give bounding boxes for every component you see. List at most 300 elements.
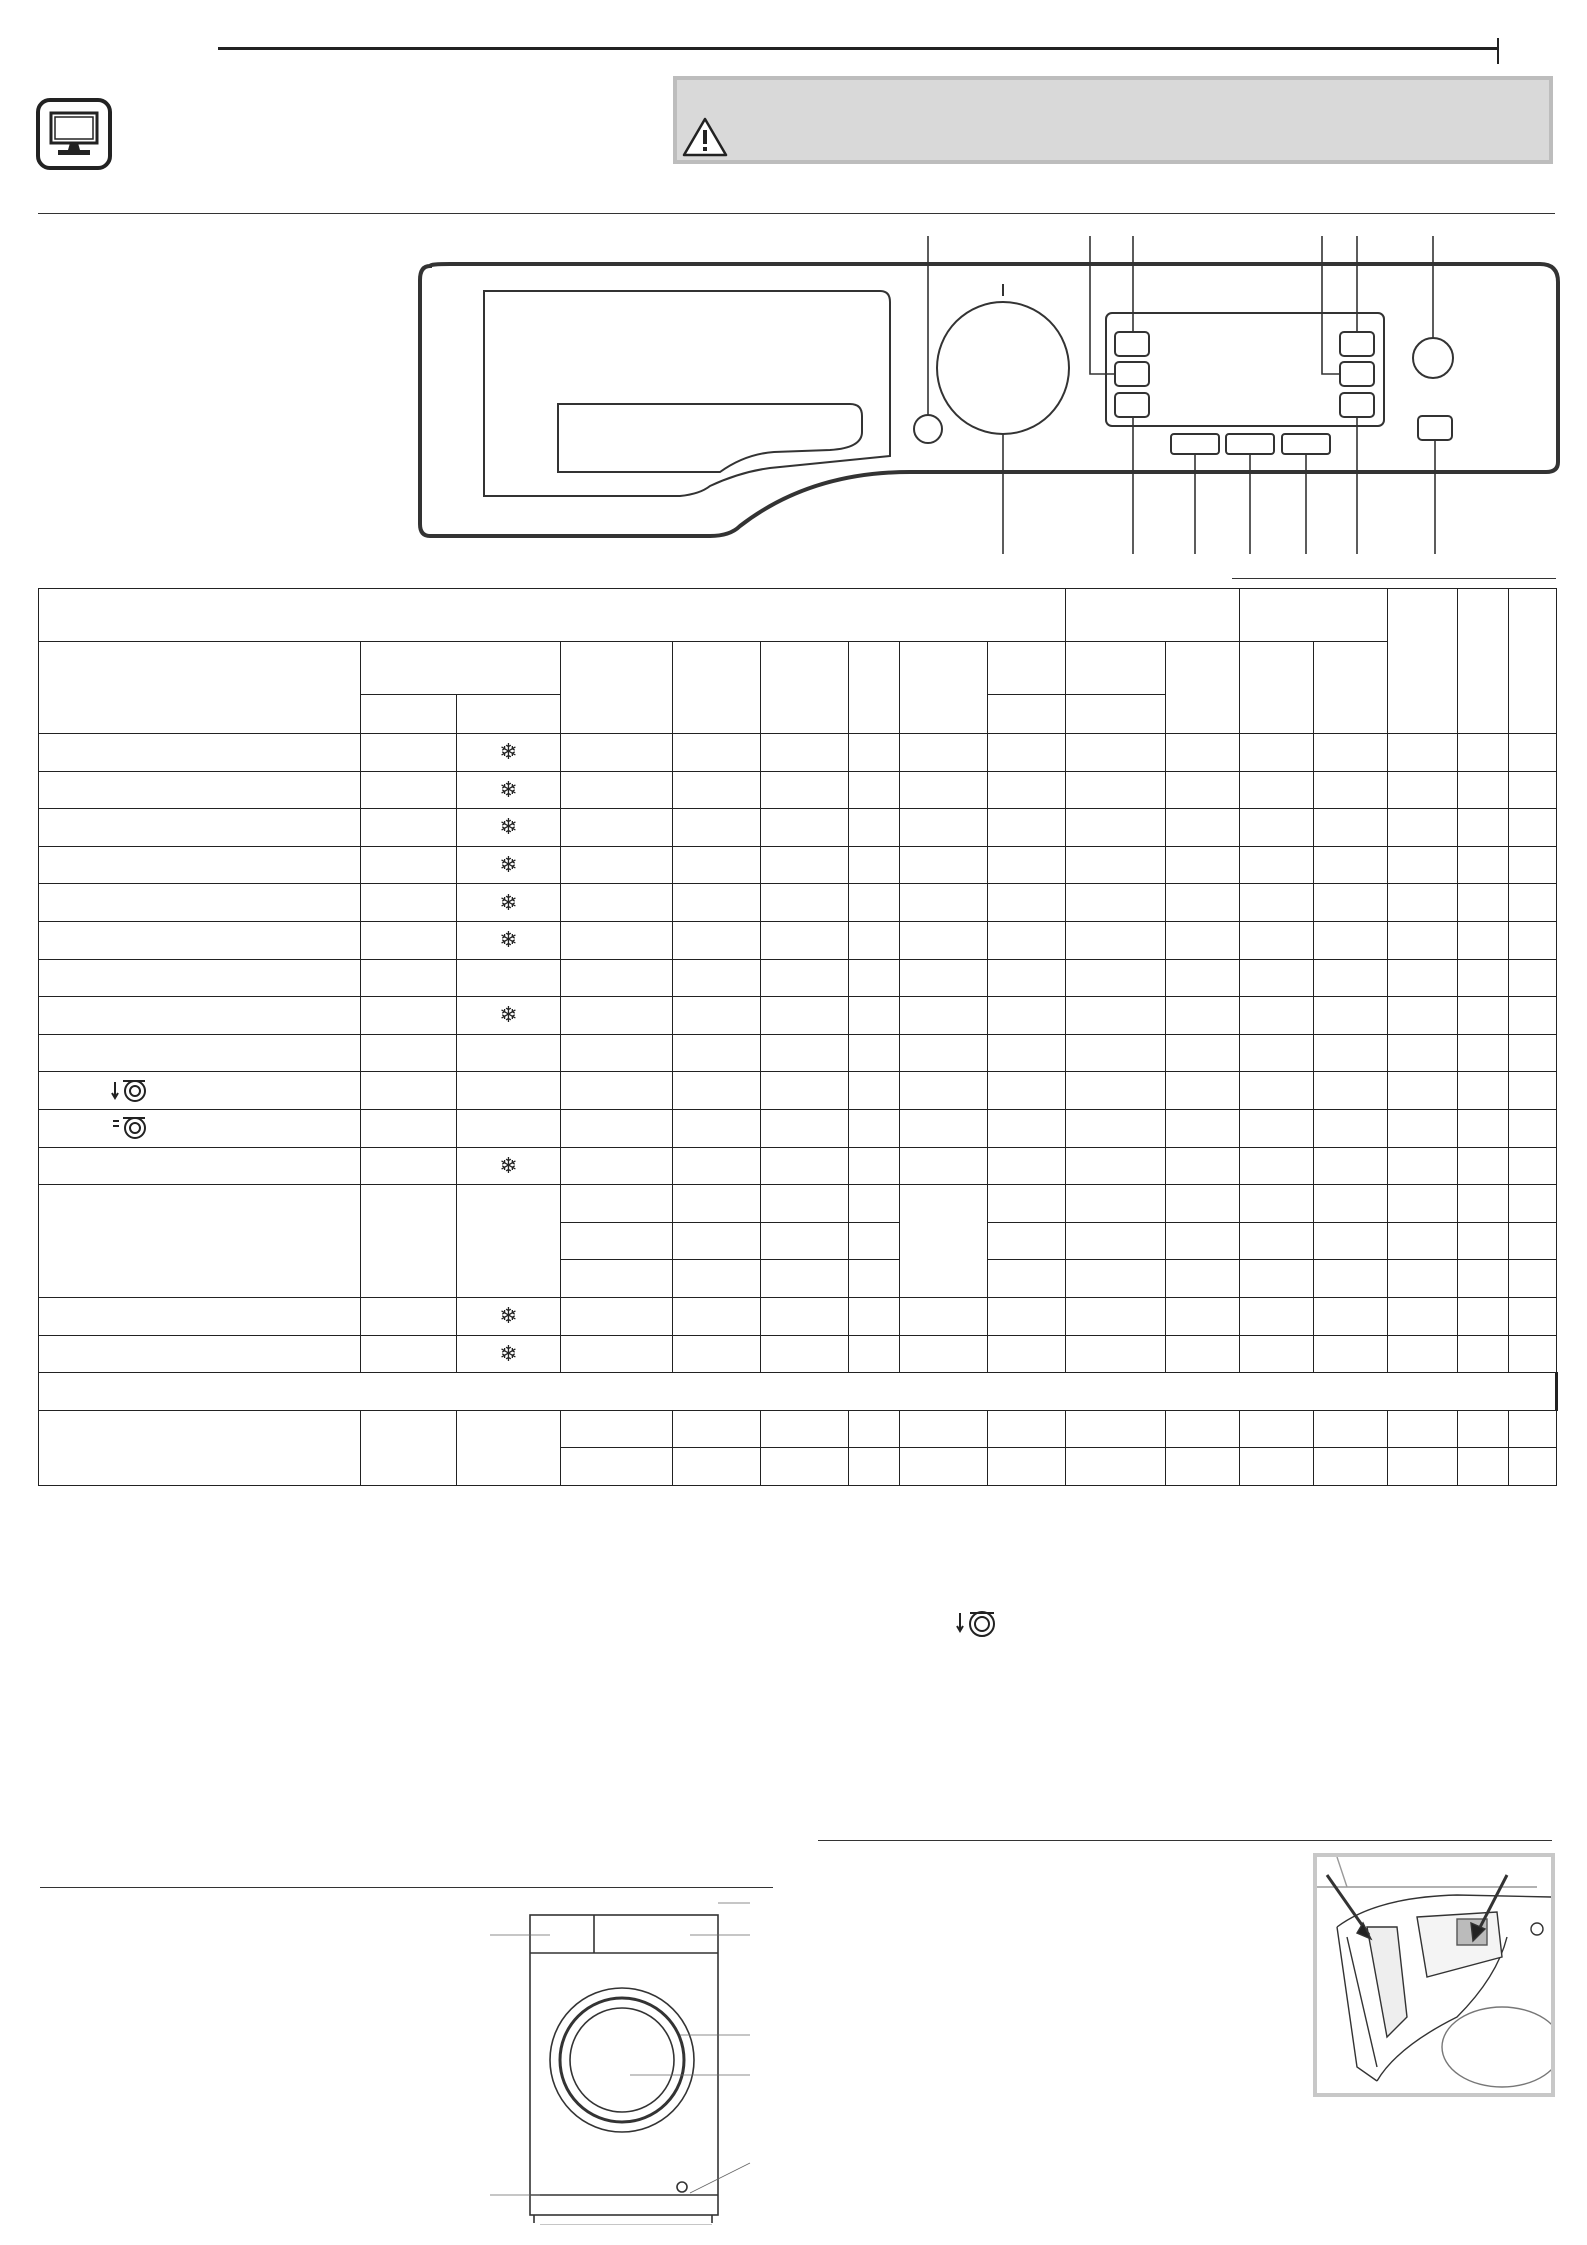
table-cell [761,1222,849,1260]
table-cell [361,1185,457,1298]
table-cell [1509,959,1557,997]
table-row [39,1034,1557,1072]
program-dial [937,302,1069,434]
table-cell [1509,771,1557,809]
table-cell [761,997,849,1035]
table-cell [900,997,988,1035]
table-cell [761,846,849,884]
table-cell [561,997,673,1035]
table-cell [1066,771,1166,809]
table-cell [1240,1109,1314,1147]
right-button-3 [1340,393,1374,417]
table-cell [988,1185,1066,1223]
table-cell [849,1260,900,1298]
table-cell [457,959,561,997]
table-cell [361,1072,457,1110]
table-top-rule [1232,578,1556,579]
table-cell [1066,997,1166,1035]
table-cell [1240,809,1314,847]
table-cell [849,921,900,959]
table-cell [1240,1034,1314,1072]
table-cell [761,1185,849,1223]
table-cell [457,809,561,847]
table-cell [1509,1034,1557,1072]
table-cell [1240,734,1314,772]
table-cell [849,1034,900,1072]
header-cell [1066,589,1240,642]
table-cell [1066,734,1166,772]
table-cell [1066,846,1166,884]
table-cell [761,1410,849,1448]
table-cell [1166,1034,1240,1072]
detergent-drawer [484,291,890,496]
table-cell [561,771,673,809]
table-cell [361,734,457,772]
table-cell [361,1297,457,1335]
table-cell [1240,959,1314,997]
table-cell [673,1185,761,1223]
table-cell [1388,884,1458,922]
table-cell [1509,1410,1557,1448]
table-cell [361,1147,457,1185]
table-cell [1314,1448,1388,1486]
table-cell [1458,959,1509,997]
table-cell [1240,771,1314,809]
table-cell [1458,771,1509,809]
table-cell [1166,1222,1240,1260]
programme-name-cell [39,1034,361,1072]
table-cell [1166,1297,1240,1335]
section-rule [38,213,1555,214]
table-cell [673,884,761,922]
rinse-icon [956,1607,1000,1641]
table-cell [900,809,988,847]
table-cell [457,1335,561,1373]
lock-button [1418,416,1452,440]
header-cell [561,642,673,734]
separator-row [39,1373,1557,1411]
table-cell [673,1448,761,1486]
table-cell [1458,1410,1509,1448]
header-cell [1388,589,1458,734]
table-cell [1388,1335,1458,1373]
table-cell [1388,734,1458,772]
snowflake-icon: ❄ [499,889,518,915]
table-cell [457,1297,561,1335]
table-cell [1388,959,1458,997]
table-cell [1314,959,1388,997]
table-cell [1240,884,1314,922]
table-cell [1458,1297,1509,1335]
table-cell [1388,771,1458,809]
table-cell [673,1034,761,1072]
table-cell [1240,1448,1314,1486]
table-cell [988,1109,1066,1147]
table-cell [457,1034,561,1072]
table-cell [988,1335,1066,1373]
table-cell [1314,1222,1388,1260]
table-cell [1509,1109,1557,1147]
header-cell [39,642,361,734]
table-cell [1458,997,1509,1035]
table-cell [1388,1222,1458,1260]
table-cell [1166,1147,1240,1185]
left-button-2 [1115,362,1149,386]
table-cell [900,734,988,772]
table-cell [1314,1147,1388,1185]
table-row [39,959,1557,997]
table-cell [457,997,561,1035]
table-cell [1166,997,1240,1035]
table-cell [1166,1410,1240,1448]
table-cell [1166,809,1240,847]
table-cell [900,846,988,884]
table-cell [900,1147,988,1185]
table-cell [761,1072,849,1110]
programme-name-cell [39,1072,361,1110]
table-cell [988,1260,1066,1298]
table-cell [1166,884,1240,922]
table-cell [1066,1034,1166,1072]
header-cell [1240,589,1388,642]
table-cell [900,1410,988,1448]
table-cell [988,1034,1066,1072]
table-cell [457,1185,561,1298]
table-cell [849,1072,900,1110]
table-cell [561,1185,673,1223]
table-cell [1166,1109,1240,1147]
top-rule-tick [1497,38,1499,64]
table-cell [1166,846,1240,884]
table-cell [361,809,457,847]
table-cell [673,1072,761,1110]
table-cell [761,1260,849,1298]
table-cell [673,809,761,847]
table-cell [1509,734,1557,772]
table-cell [988,1297,1066,1335]
table-cell [561,1109,673,1147]
table-cell [988,959,1066,997]
table-cell [561,921,673,959]
table-cell [457,1410,561,1485]
table-cell [1066,1222,1166,1260]
table-cell [761,884,849,922]
table-row [39,734,1557,772]
table-row [39,921,1557,959]
snowflake-icon: ❄ [499,1303,518,1329]
table-cell [673,1260,761,1298]
table-cell [457,771,561,809]
table-cell [561,884,673,922]
table-cell [1509,1335,1557,1373]
table-cell [1509,1297,1557,1335]
control-panel-diagram [410,236,1560,556]
table-cell [1066,809,1166,847]
table-cell [457,1147,561,1185]
table-row [39,1335,1557,1373]
table-row [39,1410,1557,1448]
table-cell [673,959,761,997]
table-cell [1166,959,1240,997]
snowflake-icon: ❄ [499,776,518,802]
table-cell [361,771,457,809]
table-cell [1066,1185,1166,1223]
table-cell [457,1072,561,1110]
table-cell [1388,1072,1458,1110]
table-cell [1314,997,1388,1035]
programme-name-cell [39,771,361,809]
header-cell [1166,642,1240,734]
header-cell [1066,642,1166,695]
programme-name-cell [39,734,361,772]
table-cell [1388,921,1458,959]
header-cell [988,695,1066,734]
table-cell [1240,1260,1314,1298]
table-cell [900,1185,988,1298]
snowflake-icon: ❄ [499,739,518,765]
programme-table [38,588,1557,1486]
table-cell [849,846,900,884]
table-cell [1066,1410,1166,1448]
header-cell [849,642,900,734]
table-cell [1314,1072,1388,1110]
table-cell [988,771,1066,809]
table-cell [1240,1297,1314,1335]
programme-name-cell [39,809,361,847]
table-cell [673,1222,761,1260]
table-cell [361,1034,457,1072]
table-cell [673,921,761,959]
table-cell [561,1297,673,1335]
table-cell [1066,959,1166,997]
table-cell [1314,884,1388,922]
table-cell [1166,1335,1240,1373]
table-cell [761,1034,849,1072]
table-cell [1314,1185,1388,1223]
table-cell [1388,809,1458,847]
table-row [39,997,1557,1035]
snowflake-icon: ❄ [499,1340,518,1366]
table-cell [1458,1222,1509,1260]
separator-cell [39,1373,1557,1411]
washing-machine-front-view [480,1895,760,2225]
table-row [39,809,1557,847]
table-cell [361,1335,457,1373]
table-cell [1314,846,1388,884]
header-cell [361,642,561,695]
table-cell [1166,1260,1240,1298]
table-cell [849,1410,900,1448]
table-cell [1240,921,1314,959]
table-cell [673,846,761,884]
programme-name-cell [39,959,361,997]
table-cell [1458,1147,1509,1185]
table-cell [561,1034,673,1072]
table-cell [1066,1109,1166,1147]
table-cell [849,1335,900,1373]
table-cell [1314,1034,1388,1072]
table-cell [457,846,561,884]
table-cell [673,1297,761,1335]
header-cell [457,695,561,734]
table-row [39,1185,1557,1223]
table-cell [1509,1072,1557,1110]
table-cell [361,884,457,922]
header-cell [1240,642,1314,734]
programme-name-cell [39,1335,361,1373]
table-cell [673,1109,761,1147]
table-cell [849,1297,900,1335]
warning-triangle-icon [682,116,728,158]
snowflake-icon: ❄ [499,814,518,840]
table-cell [1388,997,1458,1035]
table-cell [1388,1410,1458,1448]
table-cell [1066,921,1166,959]
table-cell [1240,1335,1314,1373]
table-cell [988,884,1066,922]
table-cell [1066,1297,1166,1335]
table-cell [361,921,457,959]
snowflake-icon: ❄ [499,1002,518,1028]
table-cell [1240,1072,1314,1110]
table-cell [1509,997,1557,1035]
table-row [39,846,1557,884]
table-cell [1314,1109,1388,1147]
table-cell [849,734,900,772]
table-cell [1458,1448,1509,1486]
header-cell [1509,589,1557,734]
table-cell [761,959,849,997]
table-cell [988,734,1066,772]
table-cell [1314,1260,1388,1298]
table-cell [1066,1448,1166,1486]
table-cell [1509,846,1557,884]
programme-name-cell [39,1147,361,1185]
table-cell [761,1147,849,1185]
table-cell [1240,1222,1314,1260]
table-cell [457,1109,561,1147]
header-row-1 [39,589,1557,642]
table-cell [1314,771,1388,809]
snowflake-icon: ❄ [499,927,518,953]
table-cell [1166,734,1240,772]
table-cell [1066,1147,1166,1185]
programme-name-cell [39,921,361,959]
table-cell [761,809,849,847]
table-cell [561,959,673,997]
programme-name-cell [39,997,361,1035]
table-cell [900,1297,988,1335]
table-cell [1166,1185,1240,1223]
table-cell [988,1072,1066,1110]
table-cell [988,846,1066,884]
table-cell [761,1448,849,1486]
programme-name-cell [39,1109,361,1147]
table-cell [1314,1410,1388,1448]
table-cell [1458,1260,1509,1298]
bottom-button-2 [1226,434,1274,454]
table-cell [1458,1034,1509,1072]
table-cell [900,921,988,959]
header-cell [39,589,1066,642]
monitor-icon [36,98,112,170]
table-cell [1388,1109,1458,1147]
table-cell [761,921,849,959]
header-cell [761,642,849,734]
table-cell [1166,771,1240,809]
table-row [39,1297,1557,1335]
table-cell [673,1410,761,1448]
table-cell [457,884,561,922]
table-cell [988,809,1066,847]
table-cell [1509,1222,1557,1260]
header-cell [988,642,1066,695]
table-cell [849,809,900,847]
table-cell [1240,846,1314,884]
table-cell [1066,1335,1166,1373]
table-cell [900,959,988,997]
table-cell [1314,921,1388,959]
table-cell [1240,997,1314,1035]
left-button-3 [1115,393,1149,417]
start-pause-button [1413,338,1453,378]
table-row [39,884,1557,922]
table-cell [1388,1260,1458,1298]
header-cell [900,642,988,734]
table-cell [361,959,457,997]
header-row-2 [39,642,1557,695]
table-cell [900,1335,988,1373]
table-cell [561,1448,673,1486]
detergent-dispenser-photo [1313,1853,1555,2097]
programme-name-cell [39,1185,361,1298]
table-cell [1314,1297,1388,1335]
table-cell [1509,809,1557,847]
snowflake-icon: ❄ [499,852,518,878]
bottom-button-3 [1282,434,1330,454]
table-cell [561,1335,673,1373]
header-cell [1066,695,1166,734]
table-cell [1240,1410,1314,1448]
table-cell [1066,1072,1166,1110]
table-cell [988,921,1066,959]
programme-name-cell [39,846,361,884]
table-cell [457,921,561,959]
table-cell [849,1448,900,1486]
table-cell [561,1260,673,1298]
table-cell [761,734,849,772]
table-cell [1509,884,1557,922]
table-cell [1458,846,1509,884]
bottom-button-1 [1171,434,1219,454]
table-cell [361,1410,457,1485]
table-cell [900,771,988,809]
snowflake-icon: ❄ [499,1152,518,1178]
table-cell [1314,734,1388,772]
table-cell [988,1410,1066,1448]
table-row [39,771,1557,809]
table-cell [849,1185,900,1223]
programme-name-cell [39,1410,361,1485]
table-cell [1314,1335,1388,1373]
table-cell [1458,734,1509,772]
table-cell [561,1147,673,1185]
table-cell [1509,921,1557,959]
table-cell [900,1034,988,1072]
programme-name-cell [39,1297,361,1335]
right-button-2 [1340,362,1374,386]
table-cell [361,997,457,1035]
